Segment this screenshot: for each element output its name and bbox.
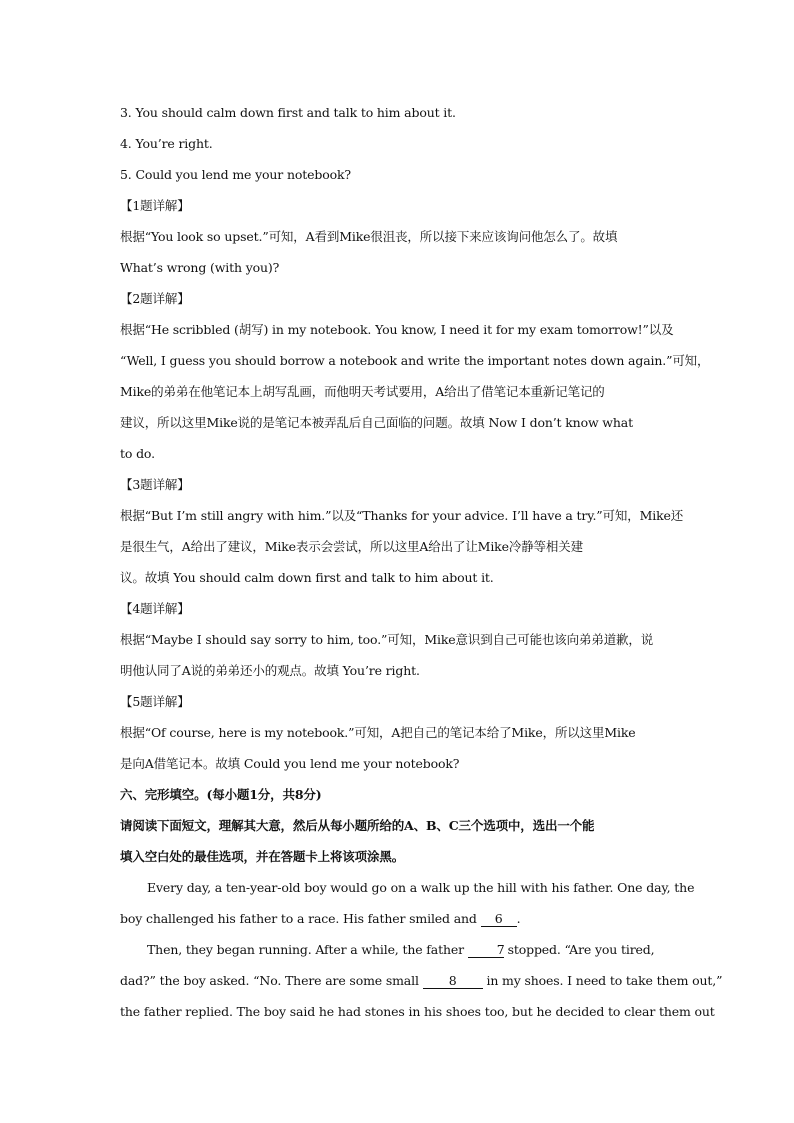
explanation-line: 根据“But I’m still angry with him.”以及“Thanks for your advice. I’ll have a try.”可知，Mike还 (120, 508, 684, 523)
explanation-line: 是很生气，A给出了建议，Mike表示会尝试，所以这里A给出了让Mike冷静等相关建 (120, 539, 583, 554)
explanation-4 (120, 593, 680, 686)
explanation-line: 根据“You look so upset.”可知，A看到Mike很沮丧，所以接下来应该询问他怎么了。故填 (120, 229, 618, 244)
passage-text: in my shoes. I need to take them out,” (486, 973, 723, 988)
explanation-heading: 【4题详解】 (120, 601, 190, 616)
explanation-line: What’s wrong (with you)? (120, 260, 280, 275)
answer-4: 4. You’re right. (120, 136, 213, 151)
explanation-3 (120, 469, 684, 593)
explanation-line: 明他认同了A说的弟弟还小的观点。故填 You’re right. (120, 663, 420, 678)
explanation-line: 议。故填 You should calm down first and talk to him about it. (120, 570, 494, 585)
section-header (120, 779, 680, 872)
blank-6: 6 (481, 912, 517, 927)
section-title: 六、完形填空。(每小题1分，共8分) (120, 787, 322, 802)
explanation-line: to do. (120, 446, 155, 461)
explanation-1 (120, 190, 680, 283)
blank-7: 7 (468, 943, 504, 958)
passage-line: the father replied. The boy said he had stones in his shoes too, but he decided to clear them out (120, 1004, 715, 1019)
explanation-line: 是向A借笔记本。故填 Could you lend me your notebook? (120, 756, 460, 771)
explanation-line: 根据“Of course, here is my notebook.”可知，A把自己的笔记本给了Mike，所以这里Mike (120, 725, 636, 740)
explanation-2 (120, 283, 710, 469)
passage-text: boy challenged his father to a race. His father smiled and (120, 911, 477, 926)
passage-text: . (516, 911, 521, 926)
explanation-heading: 【5题详解】 (120, 694, 190, 709)
passage-text: dad?” the boy asked. “No. There are some small (120, 973, 419, 988)
passage-line (120, 903, 680, 934)
explanation-line: 根据“Maybe I should say sorry to him, too.”可知，Mike意识到自己可能也该向弟弟道歉，说 (120, 632, 654, 647)
cloze-passage (120, 872, 723, 1027)
explanation-line: “Well, I guess you should borrow a notebook and write the important notes down again.”可知， (120, 353, 710, 368)
explanation-5 (120, 686, 680, 779)
explanation-line: 根据“He scribbled (胡写) in my notebook. You know, I need it for my exam tomorrow!”以及 (120, 322, 674, 337)
passage-line: Every day, a ten-year-old boy would go on a walk up the hill with his father. One day, the (147, 880, 695, 895)
explanation-line: Mike的弟弟在他笔记本上胡写乱画，而他明天考试要用，A给出了借笔记本重新记笔记的 (120, 384, 605, 399)
explanation-heading: 【2题详解】 (120, 291, 190, 306)
blank-8: 8 (423, 974, 483, 989)
passage-text: stopped. “Are you tired, (507, 942, 655, 957)
section-instruction: 请阅读下面短文，理解其大意，然后从每小题所给的A、B、C三个选项中，选出一个能 (120, 818, 595, 833)
explanation-line: 建议，所以这里Mike说的是笔记本被弄乱后自己面临的问题。故填 Now I don’t know what (120, 415, 633, 430)
document-page (120, 97, 723, 1027)
explanation-heading: 【3题详解】 (120, 477, 190, 492)
answer-3: 3. You should calm down first and talk to him about it. (120, 105, 456, 120)
passage-line (120, 934, 680, 965)
section-instruction: 填入空白处的最佳选项，并在答题卡上将该项涂黑。 (120, 849, 405, 864)
passage-text: Then, they began running. After a while, the father (147, 942, 464, 957)
passage-line (120, 965, 723, 996)
answer-5: 5. Could you lend me your notebook? (120, 167, 351, 182)
explanation-heading: 【1题详解】 (120, 198, 190, 213)
answer-list (120, 97, 680, 190)
